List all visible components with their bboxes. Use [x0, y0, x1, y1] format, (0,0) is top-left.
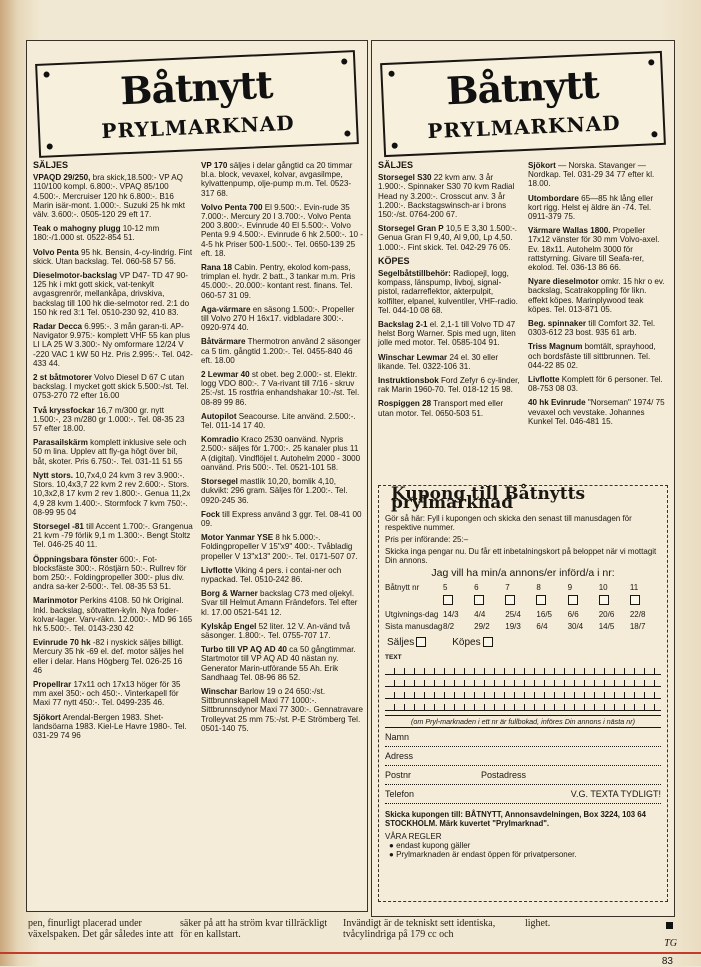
classified-ad [33, 373, 193, 401]
classified-ad [201, 412, 363, 430]
ad-lead: Storsegel Gran P [378, 224, 444, 234]
coupon-issue-heading: Jag vill ha min/a annons/er införd/a i nr: [431, 567, 615, 580]
deadline: 18/7 [629, 622, 646, 632]
ad-lead: Evinrude 70 hk [33, 638, 91, 648]
classified-ad [201, 263, 363, 300]
ad-lead: Beg. spinnaker [528, 319, 587, 329]
ad-body: Seacourse. Lite använd. 2.500:-. Tel. 011-14 17 40. [201, 411, 356, 431]
ad-body: Komplett för 6 personer. Tel. 08-753 08 03. [528, 375, 663, 394]
ad-lead: Rana 18 [201, 263, 233, 273]
ad-body: Thermotron använd 2 säsonger ca 5 tim. gångtid 1.200:-. Tel. 0455-840 46 eft. 18.00 [201, 337, 361, 365]
classified-ad [378, 269, 520, 315]
ad-lead: Sjökort [33, 712, 61, 722]
left-col-b [201, 161, 363, 738]
ad-lead: Segelbåtstillbehör: [378, 269, 451, 279]
ad-body: "Norseman" 1974/ 75 vevaxel och vevstake. Johannes Kunkel Tel. 046-481 15. [528, 398, 665, 426]
buy-checkbox[interactable] [483, 637, 493, 647]
ad-lead: Volvo Penta 700 [201, 202, 263, 212]
ad-lead: Instruktionsbok [378, 376, 439, 386]
classified-ad [33, 638, 193, 675]
phone-label: Telefon [385, 788, 415, 799]
issue-table [385, 583, 661, 632]
address-field[interactable] [385, 752, 661, 766]
ad-lead: VPAQD 29/250, [33, 173, 91, 183]
zip-label: Postnr [385, 769, 412, 780]
address-label: Adress [385, 750, 414, 761]
ad-lead: Storsegel -81 [33, 521, 84, 531]
ad-body: Arendal-Bergen 1983. Shet-landsöarna 1983. Kiel-Le Havre 1980-. Tel. 031-29 74 96 [33, 712, 187, 740]
ad-lead: Nyare dieselmotor [528, 277, 599, 287]
deadline: 30/4 [567, 622, 584, 632]
banner-subtitle: PRYLMARKNAD [426, 110, 622, 144]
classified-ad [201, 533, 363, 561]
classified-ad [378, 376, 520, 394]
ad-lead: Komradio [201, 435, 239, 445]
classified-ad [201, 687, 363, 733]
ad-lead: Marinmotor [33, 596, 78, 606]
ad-lead: 2 st båtmotorer [33, 373, 92, 383]
deadline: 19/3 [505, 622, 521, 632]
issue-checkbox[interactable] [474, 595, 484, 605]
issue-number: 10 [598, 582, 608, 592]
right-classifieds-panel [371, 40, 675, 917]
ad-body: 24 el. 30 eller likande. Tel. 0322-106 31. [378, 352, 499, 371]
classified-ad [33, 522, 193, 550]
ad-body: VP D47- TD 47 90-125 hk i mkt gott skick, vat-tenkylt avgasgrenrör, mellankåpa, drivskiva, backslag till 100 hk die-selmotor red. 2:1 do 150 hk red 3:1 Tel. 0510-230 92, 410 83. [33, 271, 190, 317]
deadline: 8/2 [443, 622, 455, 632]
text-line[interactable] [385, 663, 661, 675]
ad-lead: Propellrar [33, 679, 72, 689]
issue-checkbox[interactable] [536, 595, 546, 605]
page-number: 83 [661, 956, 673, 967]
classified-ad [201, 337, 363, 365]
ad-body: Barlow 19 o 24 650:-/st. Sittbrunnskapell Maxi 77 1000:-. Sittbrunnsdynor Maxi 77 300:-. Gennatravare Trolleyvat 25 mm 75:-/st. P-E Strömberg Tel. 0501-140 75. [201, 686, 363, 733]
issue-number: 9 [567, 582, 573, 592]
folio-mark: TG [664, 938, 677, 949]
ad-body: till Accent 1.700:-. Grangenua 21 kvm -79 förlik 9,1 m 1.300:-. Bengt Stoltz Tel. 046-25 40 11. [33, 521, 193, 550]
ad-lead: Rospiggen 28 [378, 399, 432, 409]
classified-ad [528, 161, 668, 189]
deadline: 14/5 [598, 622, 615, 632]
article-text: pen, finurligt placerad under växelspaken. Det går således inte att [28, 918, 174, 940]
pub-date: 22/8 [629, 610, 646, 620]
ad-lead: Fock [201, 509, 220, 519]
rule-item: ● endast kupong gäller [389, 841, 661, 850]
left-col-a [33, 161, 193, 745]
classified-ad [33, 713, 193, 741]
ad-body: 10,7x4,0 24 kvm 3 rev 3.900:-. Stors. 10,4x3,7 22 kvm 2 rev 2.600:-. Stors. 10,3x2,8 17 kvm 2 rev 1.800:-. Genua 11,2x 4,9 28 kvm 1.400:-. Stormfock 7 kvm 750:-. 08-99 95 04 [33, 470, 191, 517]
ad-body: — Norska. Stavanger — Nordkap. Tel. 031-29 34 77 efter kl. 18.00. [528, 161, 655, 189]
ad-lead: Radar Decca [33, 322, 83, 332]
issue-number: 11 [629, 582, 639, 592]
ad-lead: Autopilot [201, 411, 237, 421]
left-classifieds-panel [26, 40, 368, 912]
ad-body: till Comfort 32. Tel. 0303-612 23 bost. 935 61 arb. [528, 319, 656, 338]
ad-lead: Två kryssfockar [33, 405, 95, 415]
classified-ad [201, 510, 363, 528]
ad-body: Kraco 2530 oanvänd. Nypris 2.500:- säljes för 1.700:-. 25 kanaler plus 11 A (digital). Vindflöjel t. Autohelm 2000 - 3000 oanvänd. Pris 500:-. Tel. 0521-101 58. [201, 435, 361, 472]
ad-body: Volvo Diesel D 67 C utan backslag. I mycket gott skick 5.500:-/st. Tel. 0753-270 72 efter 16.00 [33, 373, 189, 401]
ad-body: bra skick,18.500:- VP AQ 110/100 kompl. 6.800:-. VPAQ 85/100 4.500:-. Mercruiser 120 hk 6.800:-. B16 Marin isär-mont. 1.000:-. Suzuki 25 hk mkt välv. 3.600:-. 0505-120 29 eft 17. [33, 173, 186, 220]
classified-ad [33, 555, 193, 592]
city-label: Postadress [481, 769, 527, 780]
coupon-payment-note: Skicka inga pengar nu. Du får ett inbetalningskort på beloppet när vi mottagit Din annons. [385, 547, 657, 566]
red-rule [0, 952, 701, 954]
classified-ad [378, 224, 520, 252]
ad-lead: 2 Lewmar 40 [201, 370, 250, 380]
banner-title: Båtnytt [445, 61, 600, 114]
classified-ad [33, 271, 193, 317]
classified-ad [33, 322, 193, 368]
ad-body: Transport med eller utan motor. Tel. 0650-503 51. [378, 399, 504, 418]
classified-ad [33, 680, 193, 708]
text-line[interactable] [385, 687, 661, 699]
classified-ad [201, 370, 363, 407]
classified-ad [201, 161, 363, 198]
ad-lead: Parasailskärm [33, 438, 88, 448]
classified-ad [33, 248, 193, 266]
classified-ad [33, 471, 193, 517]
section-heading: SÄLJES [33, 160, 69, 170]
rules-heading: VÅRA REGLER [385, 831, 442, 841]
ad-body: 65—85 hk lång eller kort rigg. Helst ej äldre än -74. Tel. 0911-379 75. [528, 193, 654, 222]
classified-ad [201, 435, 363, 472]
ad-body: el. 2,1-1 till Volvo TD 47 helst Borg Warner. Spis med ugn, liten jolle med motor. Tel. 0585-104 91. [378, 320, 516, 348]
classified-ad [378, 399, 520, 417]
ad-lead: Livflotte [201, 565, 233, 575]
coupon-price: Pris per införande: 25:– [385, 535, 469, 545]
ad-body: backslag C73 med oljekyl. Svar till Helmut Amann Frändefors. Tel efter kl. 17.00 0521-541 12. [201, 589, 358, 617]
ad-body: omkr. 15 hkr o ev. backslag, Scatrakoppling för likn. effekt köpes. Marinplywood teak köpes. Tel. 013-871 05. [528, 277, 665, 314]
ad-body: 52 liter. 12 V. An-vänd två säsonger. 1.800:-. Tel. 0755-707 17. [201, 621, 351, 640]
classified-ad [528, 277, 668, 314]
sell-checkbox[interactable] [416, 637, 426, 647]
pub-date: 14/3 [443, 610, 459, 620]
classified-ad [201, 477, 363, 505]
ad-lead: Storsegel [201, 477, 238, 487]
ad-body: 95 hk. Bensin, 4-cy-lindrig. Fint skick. Utan backslag. Tel. 060-58 57 56. [33, 247, 193, 266]
ad-lead: Aga-värmare [201, 304, 251, 314]
classified-ad [33, 224, 193, 242]
classified-ad [528, 398, 668, 426]
ad-lead: Dieselmotor-backslag [33, 271, 118, 281]
issue-number: 8 [536, 582, 541, 592]
banner-subtitle: PRYLMARKNAD [100, 110, 296, 144]
order-coupon [378, 485, 668, 902]
ad-body: Perkins 4108. 50 hk Original. Inkl. backslag, sötvatten-kyln. Nya foder-kolvar-lager. Varv-räkn. 12.000:-. MD 96 165 hk 5.500:-. Tel. 0143-230 42 [33, 596, 193, 633]
classified-ad [201, 645, 363, 682]
ad-body: Propeller 17x12 vänster för 30 mm Volvo-axel. Ev. 18x11. Autohelm 3000 för rattstyrning. Givare till Seafa-rer, ekolod. Tel. 036-13 86 66. [528, 226, 660, 273]
text-line[interactable] [385, 675, 661, 687]
ad-lead: VP 170 [201, 161, 228, 170]
pub-date: 6/6 [567, 610, 579, 620]
ad-lead: Motor Yanmar YSE [201, 533, 274, 543]
issue-number: 7 [505, 582, 510, 592]
ad-body: en säsong 1.500:-. Propeller till Volvo 270 H 16x17. vidbladare 300:-. 0920-974 40. [201, 304, 355, 333]
classified-ad [201, 589, 363, 617]
ad-body: 6.995:-. 3 mån garan-ti. AP-Navigator 9.975:- komplett VHF 55 kan plus LI LA 25 W 3.300:- Ny omformare 12/24 V -220 VAC 1 kW 50 Hz. Pris 2.995:-. Tel. 042-433 44. [33, 322, 193, 368]
classified-ad [33, 173, 193, 219]
classified-ad [378, 173, 520, 219]
ad-body: Radiopejl, logg, kompass, länspump, livboj, signal-pistol, radarreflektor, akterpulpit, kolfilter, elpanel, kulventiler, VHF-radio. Tel. 044-10 08 68. [378, 269, 518, 315]
issue-checkbox[interactable] [599, 595, 609, 605]
fullbooked-note: (om Pryl-marknaden i ett nr är fullbokad, införes Din annons i nästa nr) [385, 715, 661, 728]
text-line[interactable] [385, 699, 661, 711]
classified-ad [528, 342, 668, 370]
classified-ad [378, 353, 520, 371]
ad-lead: Teak o mahogny plugg [33, 224, 121, 234]
ad-body: Ford Zefyr 6 cy-linder, rak Marin 1960-70. Tel. 018-12 15 98. [378, 376, 520, 395]
ad-body: 600:-. Fot-blocksfäste 300:-. Röstjärn 50:-. Rullrev för bom 250:-. Foldingpropeller 300:- plus div. andra sa-ker 2-500:-. Tel. 08-35 53 51. [33, 554, 187, 592]
pub-date: 20/6 [598, 610, 615, 620]
article-text: lighet. [525, 918, 551, 929]
ad-lead: 40 hk Evinrude [528, 398, 586, 408]
article-text: säker på att ha ström kvar tillräckligt för en kallstart. [180, 918, 328, 940]
classified-ad [33, 406, 193, 434]
ad-lead: Winschar Lewmar [378, 352, 448, 362]
ad-body: 16,7 m/300 gr. nytt 1.500:-, 23 m/280 gr 1.000:-. Tel. 08-35 23 57 efter 18.00. [33, 405, 185, 434]
coupon-instructions: Gör så här: Fyll i kupongen och skicka den senast till manusdagen för respektive nummer. [385, 514, 632, 533]
right-col-b [528, 161, 668, 431]
text-label: TEXT [385, 654, 402, 662]
classified-ad [201, 622, 363, 640]
section-heading: SÄLJES [378, 160, 414, 170]
article-text: Invändigt är de tekniskt sett identiska, tvåcylindriga på 179 cc och [343, 918, 496, 940]
ad-body: Cabin. Pentry, ekolod kom-pass, trimplan el. hydr. 2 batt., 3 tankar m.m. Pris 45.000:-. 20.000:- kontant rest. finans. Tel. 060-57 31 09. [201, 263, 356, 300]
ad-lead: Storsegel S30 [378, 173, 432, 183]
ad-body: -82 i nyskick säljes billigt. Mercury 35 hk -69 el. def. motor säljes hel eller i delar. Hans Högberg Tel. 026-25 16 46 [33, 638, 184, 675]
article-snippet [0, 912, 701, 966]
send-address: Skicka kupongen till: BÅTNYTT, Annonsavdelningen, Box 3224, 103 64 STOCKHOLM. Märk kuvertet "Prylmarknad". [385, 809, 646, 828]
legible-note: V.G. TEXTA TYDLIGT! [570, 788, 661, 799]
ad-lead: Volvo Penta [33, 247, 79, 257]
postal-field[interactable] [385, 771, 661, 785]
sell-label: Säljes [387, 636, 415, 648]
ad-body: ca 50 gångtimmar. Startmotor till VP AQ AD 40 nästan ny. Generator Marin-utförande 55 Ah. Erik Sandhaag Tel. 08-96 86 52. [201, 645, 356, 682]
ad-lead: Turbo till VP AQ AD 40 [201, 645, 287, 655]
name-field[interactable] [385, 733, 661, 747]
phone-field[interactable] [385, 790, 661, 804]
issue-number: 5 [443, 582, 448, 592]
banner-left [35, 49, 359, 157]
classified-ad [528, 226, 668, 272]
ad-body: bomtält, sprayhood, och bordsfäste till sittbrunnen. Tel. 044-22 85 02. [528, 342, 656, 370]
ad-lead: Kylskåp Engel [201, 621, 257, 631]
row-label-issue: Båtnytt nr [385, 582, 420, 592]
deadline: 29/2 [474, 622, 490, 632]
coupon-title: Kupong till Båtnytts prylmarknad [391, 484, 586, 514]
classified-ad [378, 320, 520, 348]
classified-ad [33, 438, 193, 466]
ad-body: 10,5 E 3,30 1.500:-. Genua Gran Fl 9,40, Al 9,00, Lp 4,50. 1.000:-. Fint skick. Tel. 042-29 76 05. [378, 224, 518, 252]
right-col-a [378, 161, 520, 423]
ad-body: El 9.500:-. Evin-rude 35 7.000:-. Mercury 20 I 3.700:-. Volvo Penta 200 3.800:-. Evinrude 40 El 5.500:-. Volvo Penta 9.9 4.500:-. Evinrude 6 hk 2.500:-. 10 - 4-5 hk Priser 500-1.500:-. Tel. 0650-139 25 eft. 18. [201, 202, 363, 258]
ad-body: 10-12 mm 180:-/1.000 st. 0522-854 51. [33, 224, 160, 243]
ad-body: 22 kvm anv. 3 år 1.900:-. Spinnaker S30 70 kvm Radial Head ny 3.200:-. Crosscut anv. 3 år 1.200:-. Backstagswinsch-ar i brons 150:-/st. 0764-200 67. [378, 173, 515, 220]
ad-lead: Triss Magnum [528, 342, 583, 352]
ad-type-choice [387, 637, 661, 647]
issue-checkbox[interactable] [568, 595, 578, 605]
section-heading-buy: KÖPES [378, 255, 410, 266]
banner-title: Båtnytt [119, 61, 274, 114]
ad-text-field[interactable] [385, 653, 661, 710]
ad-lead: Winschar [201, 686, 238, 696]
classified-ad [201, 203, 363, 258]
ad-body: säljes i delar gångtid ca 20 timmar bl.a. block, vevaxel, kolvar, avgasilmpe, kylvattenpump, olje-pump m.m. Tel. 0523-317 68. [201, 161, 353, 198]
ad-lead: Värmare Wallas 1800. [528, 226, 611, 236]
ad-body: st obet. beg 2.000:- st. Elektr. logg VDO 800:-. 7 Va-rivant till 7/16 - skruv 25:-/st. 15 rostfria enhandshakar 10:-/st. Tel. 08-89 99 86. [201, 370, 360, 407]
ad-lead: Nytt stors. [33, 470, 74, 480]
issue-checkbox[interactable] [443, 595, 453, 605]
classified-ad [528, 194, 668, 222]
ad-body: 17x11 och 17x13 höger för 35 mm axel 350:- och 450:-. Vinterkapell för Maxi 77 nytt 450:-. Tel. 0499-235 46. [33, 679, 181, 708]
end-mark-icon [666, 922, 673, 929]
ad-body: komplett inklusive sele och 50 m lina. Upplev att fly-ga högt över bil, båt, skoter. Pris 6.750:-. Tel. 031-11 51 55 [33, 438, 187, 466]
issue-checkbox[interactable] [505, 595, 515, 605]
row-label-deadline: Sista manusdag [385, 622, 443, 632]
ad-lead: Utombordare [528, 193, 579, 203]
classified-ad [528, 375, 668, 393]
buy-label: Köpes [452, 636, 481, 648]
banner-right [380, 49, 666, 157]
ad-lead: Öppningsbara fönster [33, 554, 118, 564]
issue-checkbox[interactable] [630, 595, 640, 605]
classified-ad [528, 319, 668, 337]
classified-ad [33, 596, 193, 633]
ad-lead: Båtvärmare [201, 337, 246, 347]
rule-item: ● Prylmarknaden är endast öppen för privatpersoner. [389, 850, 661, 859]
pub-date: 4/4 [474, 610, 486, 620]
ad-lead: Borg & Warner [201, 589, 258, 599]
ad-body: Viking 4 pers. i contai-ner och nypackad. Tel. 0510-242 86. [201, 565, 342, 584]
ad-lead: Sjökort [528, 161, 556, 170]
classified-ad [201, 566, 363, 584]
classified-ad [201, 305, 363, 333]
pub-date: 25/4 [505, 610, 521, 620]
ad-body: mastlik 10,20, bomlik 4,10, dukvikt: 296 gram. Säljes för 1.200:-. Tel. 0920-245 36. [201, 477, 348, 505]
pub-date: 16/5 [536, 610, 552, 620]
name-label: Namn [385, 731, 410, 742]
ad-body: till Express använd 3 ggr. Tel. 08-41 00 09. [201, 509, 362, 528]
row-label-pubdate: Utgivnings-dag [385, 610, 439, 620]
ad-body: 8 hk 5.000:-. Foldingpropeller V 15"x9" 400:-. Tvåbladig propeller V 13"x13" 200:-. Tel. 0171-507 07. [201, 533, 358, 561]
deadline: 6/4 [536, 622, 548, 632]
ad-lead: Livflotte [528, 375, 560, 385]
issue-number: 6 [474, 582, 479, 592]
ad-lead: Backslag 2-1 [378, 320, 428, 330]
